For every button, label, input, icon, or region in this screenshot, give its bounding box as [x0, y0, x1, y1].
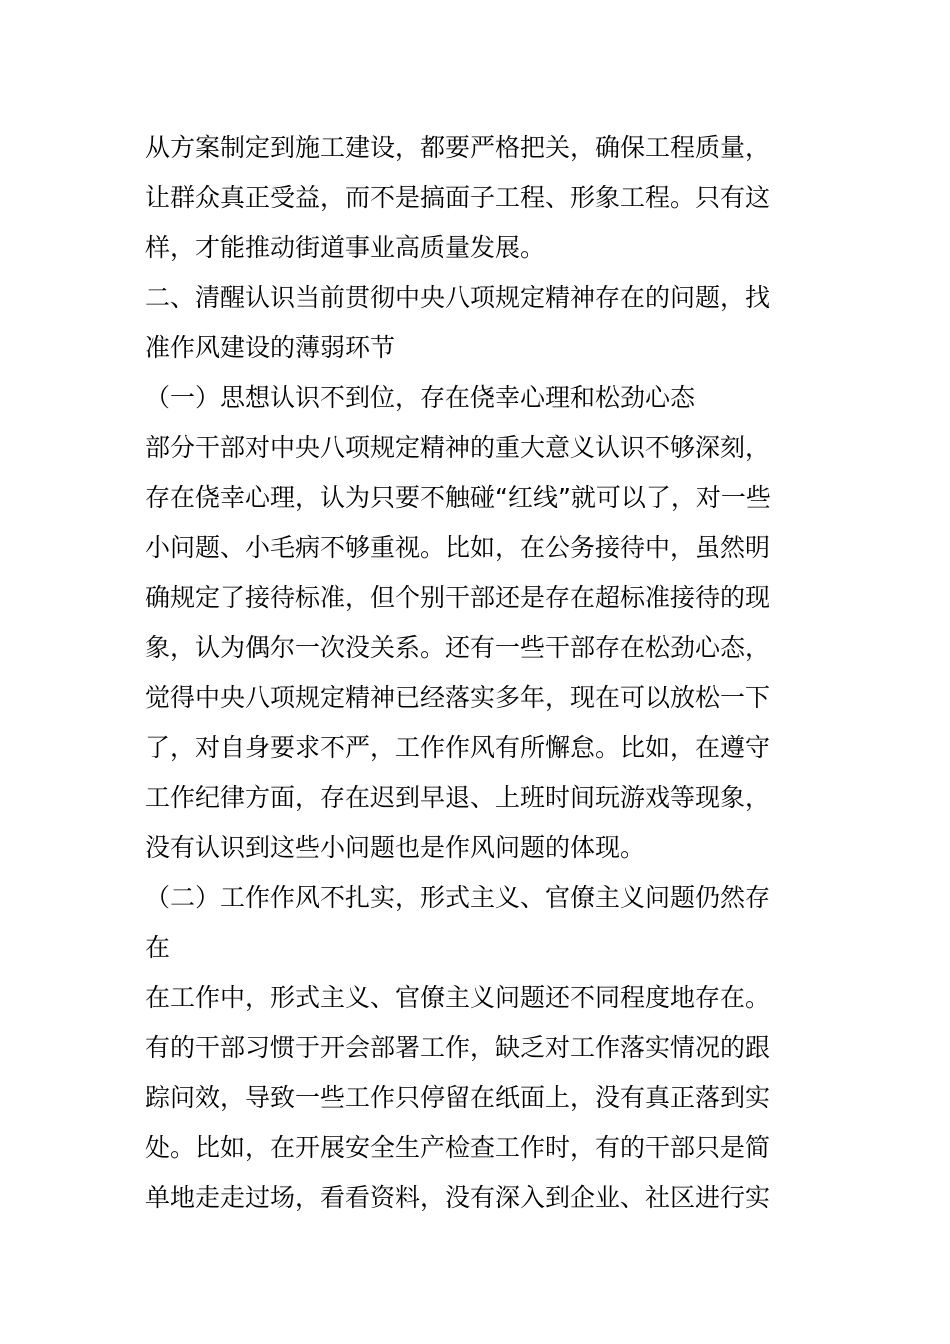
subsection-heading: （一）思想认识不到位，存在侥幸心理和松劲心态	[145, 383, 696, 412]
section-heading-line: 准作风建设的薄弱环节	[145, 333, 396, 362]
text-line: 踪问效，导致一些工作只停留在纸面上，没有真正落到实	[145, 1083, 771, 1112]
text-line: 从方案制定到施工建设，都要严格把关，确保工程质量，	[145, 133, 771, 162]
text-line: 确规定了接待标准，但个别干部还是存在超标准接待的现	[145, 583, 771, 612]
text-line: 没有认识到这些小问题也是作风问题的体现。	[145, 833, 646, 862]
text-line: 在工作中，形式主义、官僚主义问题还不同程度地存在。	[145, 983, 771, 1012]
subsection-heading-line: 在	[145, 933, 171, 962]
text-line: 小问题、小毛病不够重视。比如，在公务接待中，虽然明	[145, 533, 771, 562]
text-line: 工作纪律方面，存在迟到早退、上班时间玩游戏等现象，	[145, 783, 771, 812]
text-line: 处。比如，在开展安全生产检查工作时，有的干部只是简	[145, 1133, 771, 1162]
text-line: 了，对自身要求不严，工作作风有所懈怠。比如，在遵守	[145, 733, 771, 762]
text-line: 让群众真正受益，而不是搞面子工程、形象工程。只有这	[145, 183, 771, 212]
text-line: 部分干部对中央八项规定精神的重大意义认识不够深刻，	[145, 433, 771, 462]
section-heading-line: 二、清醒认识当前贯彻中央八项规定精神存在的问题，找	[145, 283, 771, 312]
text-line: 单地走走过场，看看资料，没有深入到企业、社区进行实	[145, 1183, 771, 1212]
document-body	[145, 123, 810, 1223]
text-line: 存在侥幸心理，认为只要不触碰“红线”就可以了，对一些	[145, 483, 771, 512]
text-line: 觉得中央八项规定精神已经落实多年，现在可以放松一下	[145, 683, 771, 712]
subsection-heading-line: （二）工作作风不扎实，形式主义、官僚主义问题仍然存	[145, 883, 771, 912]
text-line: 象，认为偶尔一次没关系。还有一些干部存在松劲心态，	[145, 633, 771, 662]
text-line: 样，才能推动街道事业高质量发展。	[145, 233, 546, 262]
text-line: 有的干部习惯于开会部署工作，缺乏对工作落实情况的跟	[145, 1033, 771, 1062]
